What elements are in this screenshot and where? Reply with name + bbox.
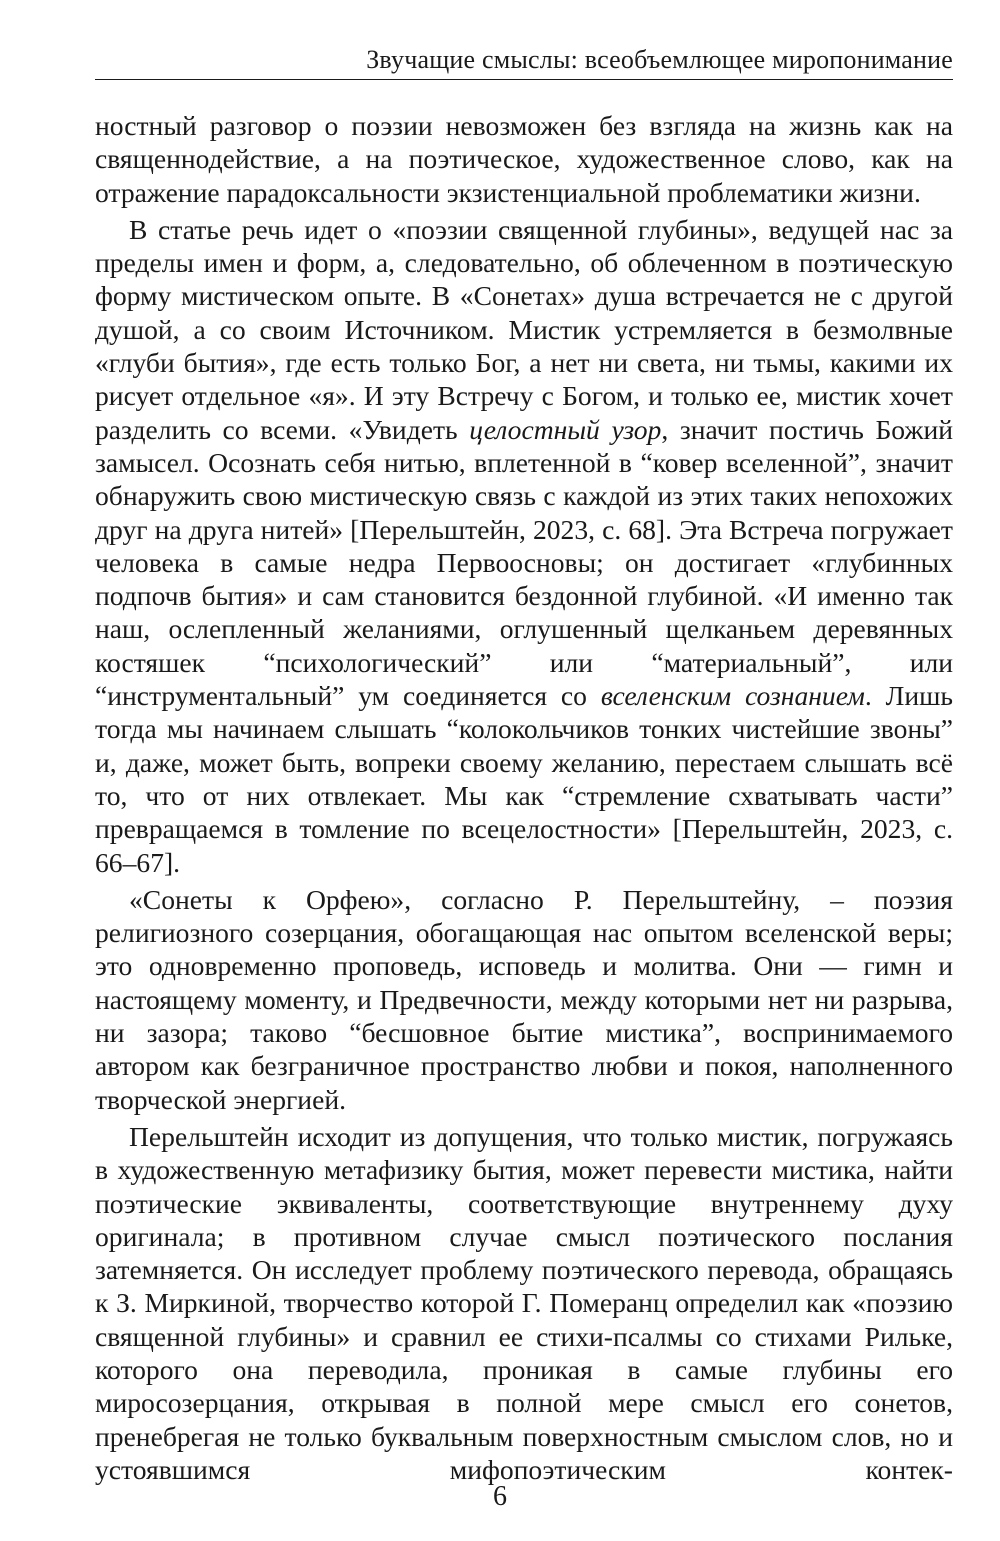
paragraph-2-emphasis-b: вселенским сознанием [600,680,865,712]
paragraph-3: «Сонеты к Орфею», согласно Р. Перельштейну, – поэзия религиозного созерцания, обогащающая нас опытом вселенской веры; это одновременно проповедь, исповедь и молитва. Они — гимн и настоящему моменту, и Предвечности, между которыми нет ни разрыва, ни зазора; таково “бесшовное бытие мистика”, воспринимаемого автором как безграничное пространство любви и покоя, наполненного творческой энергией. [95,883,953,1115]
paragraph-2-emphasis-a: целостный узор [469,413,662,445]
page-number: 6 [493,1481,507,1512]
paragraph-1: ностный разговор о поэзии невозможен без взгляда на жизнь как на священнодействие, а на поэтическое, художественное слово, как на отражение парадоксальности экзистенциальной проблематики жизни. [95,110,953,208]
running-head: Звучащие смыслы: всеобъемлющее миропонимание [366,45,953,74]
paragraph-2-text-a: В статье речь идет о «поэзии священной глубины», ведущей нас за пределы имен и форм, а, следовательно, об облеченном в поэтическую форму мистическом опыте. В «Сонетах» душа встречается не с другой душой, а со своим Источником. Мистик устремляется в безмолвные «глуби бытия», где есть только Бог, а нет ни света, ни тьмы, какими их рисует отдельное «я». И эту Встречу с Богом, и только ее, мистик хочет разделить со всеми. «Увидеть [95,213,953,445]
body-text [95,109,953,1486]
header-rule [95,79,953,80]
paragraph-2 [95,213,953,879]
paragraph-2-text-c: . Лишь тогда мы начинаем слышать “колокольчиков тонких чистейшие звоны” и, даже, может быть, вопреки своему желанию, перестаем слышать всё то, что от них отвлекает. Мы как “стремление схватывать части” превращаемся в томление по всецелостности» [Перельштейн, 2023, с. 66–67]. [95,680,953,878]
paragraph-2-text-b: , значит постичь Божий замысел. Осознать себя нитью, вплетенной в “ковер вселенной”, значит обнаружить свою мистическую связь с каждой из этих таких непохожих друг на друга нитей» [Перельштейн, 2023, с. 68]. Эта Встреча погружает человека в самые недра Первоосновы; он достигает «глубинных подпочв бытия» и сам становится бездонной глубиной. «И именно так наш, ослепленный желаниями, оглушенный щелканьем деревянных костяшек “психологический” или “материальный”, или “инструментальный” ум соединяется со [95,413,953,712]
paragraph-4: Перельштейн исходит из допущения, что только мистик, погружаясь в художественную метафизику бытия, может перевести мистика, найти поэтические эквиваленты, соответствующие внутреннему духу оригинала; в противном случае смысл поэтического послания затемняется. Он исследует проблему поэтического перевода, обращаясь к З. Миркиной, творчество которой Г. Померанц определил как «поэзию священной глубины» и сравнил ее стихи-псалмы со стихами Рильке, которого она переводила, проникая в самые глубины его миросозерцания, открывая в полной мере смысл его сонетов, пренебрегая не только буквальным поверхностным смыслом слов, но и устоявшимся мифопоэтическим контек- [95,1120,953,1485]
